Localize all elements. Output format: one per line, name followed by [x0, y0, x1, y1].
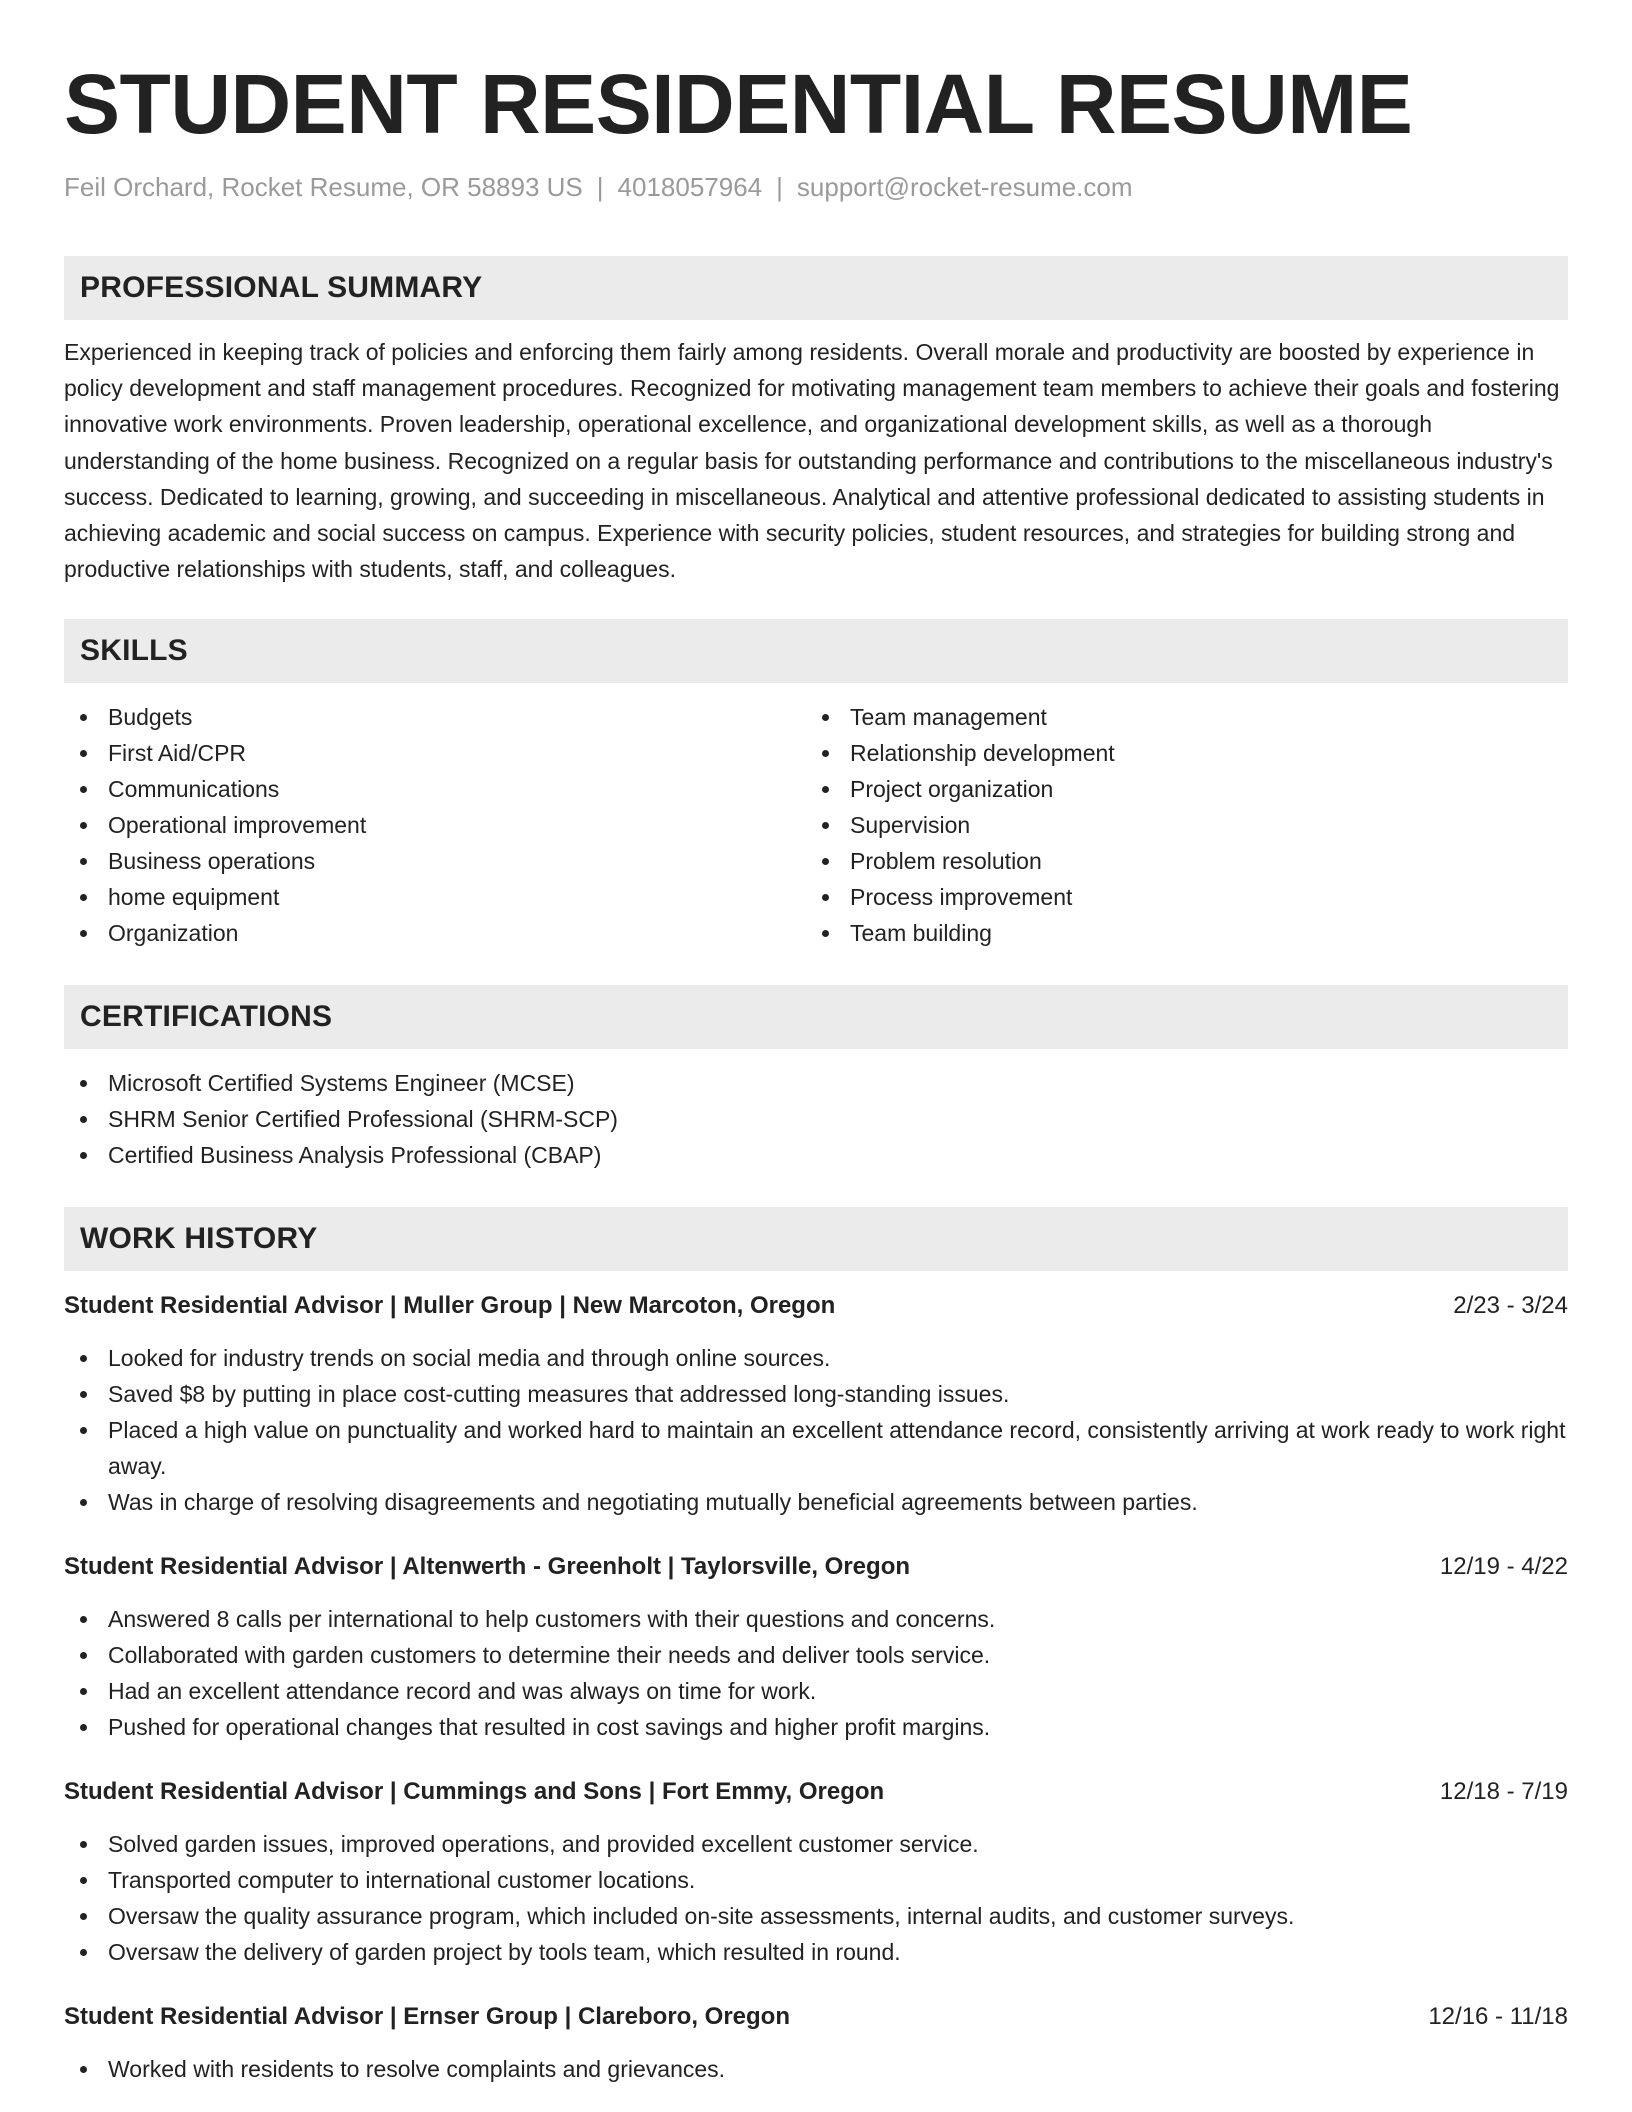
job-bullet: Collaborated with garden customers to determine their needs and deliver tools service. [64, 1637, 1568, 1673]
job-bullet: Oversaw the quality assurance program, which included on-site assessments, internal audits, and customer surveys. [64, 1898, 1568, 1934]
job-bullet: Pushed for operational changes that resulted in cost savings and higher profit margins. [64, 1709, 1568, 1745]
skill-item: Project organization [806, 771, 1548, 807]
skill-item: home equipment [64, 879, 806, 915]
certifications-list [64, 1065, 1568, 1173]
job-bullets [64, 1340, 1568, 1520]
skills-list-right [806, 699, 1548, 951]
bullet-icon [80, 1652, 87, 1659]
job-dates: 12/18 - 7/19 [1439, 1778, 1568, 1806]
skill-item: Budgets [64, 699, 806, 735]
skill-item: First Aid/CPR [64, 735, 806, 771]
skills-list-left [64, 699, 806, 951]
bullet-icon [80, 786, 87, 793]
job-entry [64, 1289, 1568, 1520]
bullet-icon [80, 1616, 87, 1623]
bullet-icon [80, 1391, 87, 1398]
skill-item: Supervision [806, 807, 1548, 843]
skill-item: Organization [64, 915, 806, 951]
job-bullet: Answered 8 calls per international to help customers with their questions and concerns. [64, 1601, 1568, 1637]
bullet-icon [822, 786, 829, 793]
contact-separator: | [596, 172, 604, 202]
job-bullet: Placed a high value on punctuality and worked hard to maintain an excellent attendance record, consistently arriving at work ready to work right away. [64, 1412, 1568, 1484]
section-heading-summary: PROFESSIONAL SUMMARY [64, 256, 1568, 320]
job-bullets [64, 2051, 1568, 2087]
bullet-icon [80, 930, 87, 937]
bullet-icon [822, 858, 829, 865]
contact-phone: 4018057964 [617, 172, 763, 202]
skills-grid [64, 699, 1568, 951]
bullet-icon [80, 1427, 87, 1434]
skill-item: Communications [64, 771, 806, 807]
skill-item: Relationship development [806, 735, 1548, 771]
resume-page [64, 56, 1568, 2087]
bullet-icon [822, 822, 829, 829]
bullet-icon [80, 858, 87, 865]
bullet-icon [80, 894, 87, 901]
job-title: Student Residential Advisor | Ernser Group | Clareboro, Oregon [64, 2003, 790, 2031]
job-title: Student Residential Advisor | Altenwerth - Greenholt | Taylorsville, Oregon [64, 1553, 911, 1581]
contact-line [64, 170, 1568, 204]
skills-column-left [64, 699, 806, 951]
job-bullet: Saved $8 by putting in place cost-cutting measures that addressed long-standing issues. [64, 1376, 1568, 1412]
bullet-icon [80, 1152, 87, 1159]
bullet-icon [80, 1355, 87, 1362]
skill-item: Team management [806, 699, 1548, 735]
job-entry [64, 1550, 1568, 1745]
bullet-icon [80, 1724, 87, 1731]
section-heading-certifications: CERTIFICATIONS [64, 985, 1568, 1049]
job-bullet: Oversaw the delivery of garden project by tools team, which resulted in round. [64, 1934, 1568, 1970]
job-dates: 12/19 - 4/22 [1439, 1553, 1568, 1581]
bullet-icon [80, 1080, 87, 1087]
summary-text: Experienced in keeping track of policies and enforcing them fairly among residents. Overall morale and productivity are boosted by experience in policy development and staff management procedures. Recognized for motivating management team members to achieve their goals and fostering innovative work environments. Proven leadership, operational excellence, and organizational development skills, as well as a thorough understanding of the home business. Recognized on a regular basis for outstanding performance and contributions to the miscellaneous industry's success. Dedicated to learning, growing, and succeeding in miscellaneous. Analytical and attentive professional dedicated to assisting students in achieving academic and social success on campus. Experience with security policies, student resources, and strategies for building strong and productive relationships with students, staff, and colleagues. [64, 339, 1560, 583]
skill-item: Process improvement [806, 879, 1548, 915]
job-bullet: Was in charge of resolving disagreements and negotiating mutually beneficial agreements between parties. [64, 1484, 1568, 1520]
bullet-icon [80, 714, 87, 721]
bullet-icon [822, 930, 829, 937]
contact-address: Feil Orchard, Rocket Resume, OR 58893 US [64, 172, 583, 202]
skill-item: Business operations [64, 843, 806, 879]
resume-title: STUDENT RESIDENTIAL RESUME [64, 57, 1413, 151]
job-bullets [64, 1601, 1568, 1745]
job-header [64, 2000, 1568, 2034]
job-dates: 2/23 - 3/24 [1453, 1292, 1568, 1320]
bullet-icon [80, 750, 87, 757]
bullet-icon [80, 1913, 87, 1920]
job-bullet: Solved garden issues, improved operations, and provided excellent customer service. [64, 1826, 1568, 1862]
skills-column-right [806, 699, 1548, 951]
job-bullet: Looked for industry trends on social media and through online sources. [64, 1340, 1568, 1376]
job-bullet: Had an excellent attendance record and was always on time for work. [64, 1673, 1568, 1709]
job-title: Student Residential Advisor | Cummings and Sons | Fort Emmy, Oregon [64, 1778, 885, 1806]
job-entry [64, 1775, 1568, 1970]
job-header [64, 1775, 1568, 1809]
bullet-icon [80, 1841, 87, 1848]
certification-item: SHRM Senior Certified Professional (SHRM-SCP) [64, 1101, 1568, 1137]
job-dates: 12/16 - 11/18 [1428, 2003, 1568, 2031]
job-header [64, 1289, 1568, 1323]
section-heading-skills: SKILLS [64, 619, 1568, 683]
bullet-icon [80, 1949, 87, 1956]
contact-email: support@rocket-resume.com [796, 172, 1133, 202]
skill-item: Team building [806, 915, 1548, 951]
bullet-icon [80, 1688, 87, 1695]
certification-item: Certified Business Analysis Professional (CBAP) [64, 1137, 1568, 1173]
certification-item: Microsoft Certified Systems Engineer (MCSE) [64, 1065, 1568, 1101]
bullet-icon [80, 2066, 87, 2073]
contact-separator: | [776, 172, 783, 202]
section-heading-work-history: WORK HISTORY [64, 1207, 1568, 1271]
skill-item: Operational improvement [64, 807, 806, 843]
bullet-icon [80, 1877, 87, 1884]
job-bullet: Transported computer to international customer locations. [64, 1862, 1568, 1898]
bullet-icon [822, 714, 829, 721]
bullet-icon [822, 894, 829, 901]
bullet-icon [822, 750, 829, 757]
job-header [64, 1550, 1568, 1584]
job-title: Student Residential Advisor | Muller Group | New Marcoton, Oregon [64, 1292, 836, 1320]
job-bullets [64, 1826, 1568, 1970]
bullet-icon [80, 1116, 87, 1123]
job-entry [64, 2000, 1568, 2087]
bullet-icon [80, 1499, 87, 1506]
job-bullet: Worked with residents to resolve complaints and grievances. [64, 2051, 1568, 2087]
skill-item: Problem resolution [806, 843, 1548, 879]
bullet-icon [80, 822, 87, 829]
